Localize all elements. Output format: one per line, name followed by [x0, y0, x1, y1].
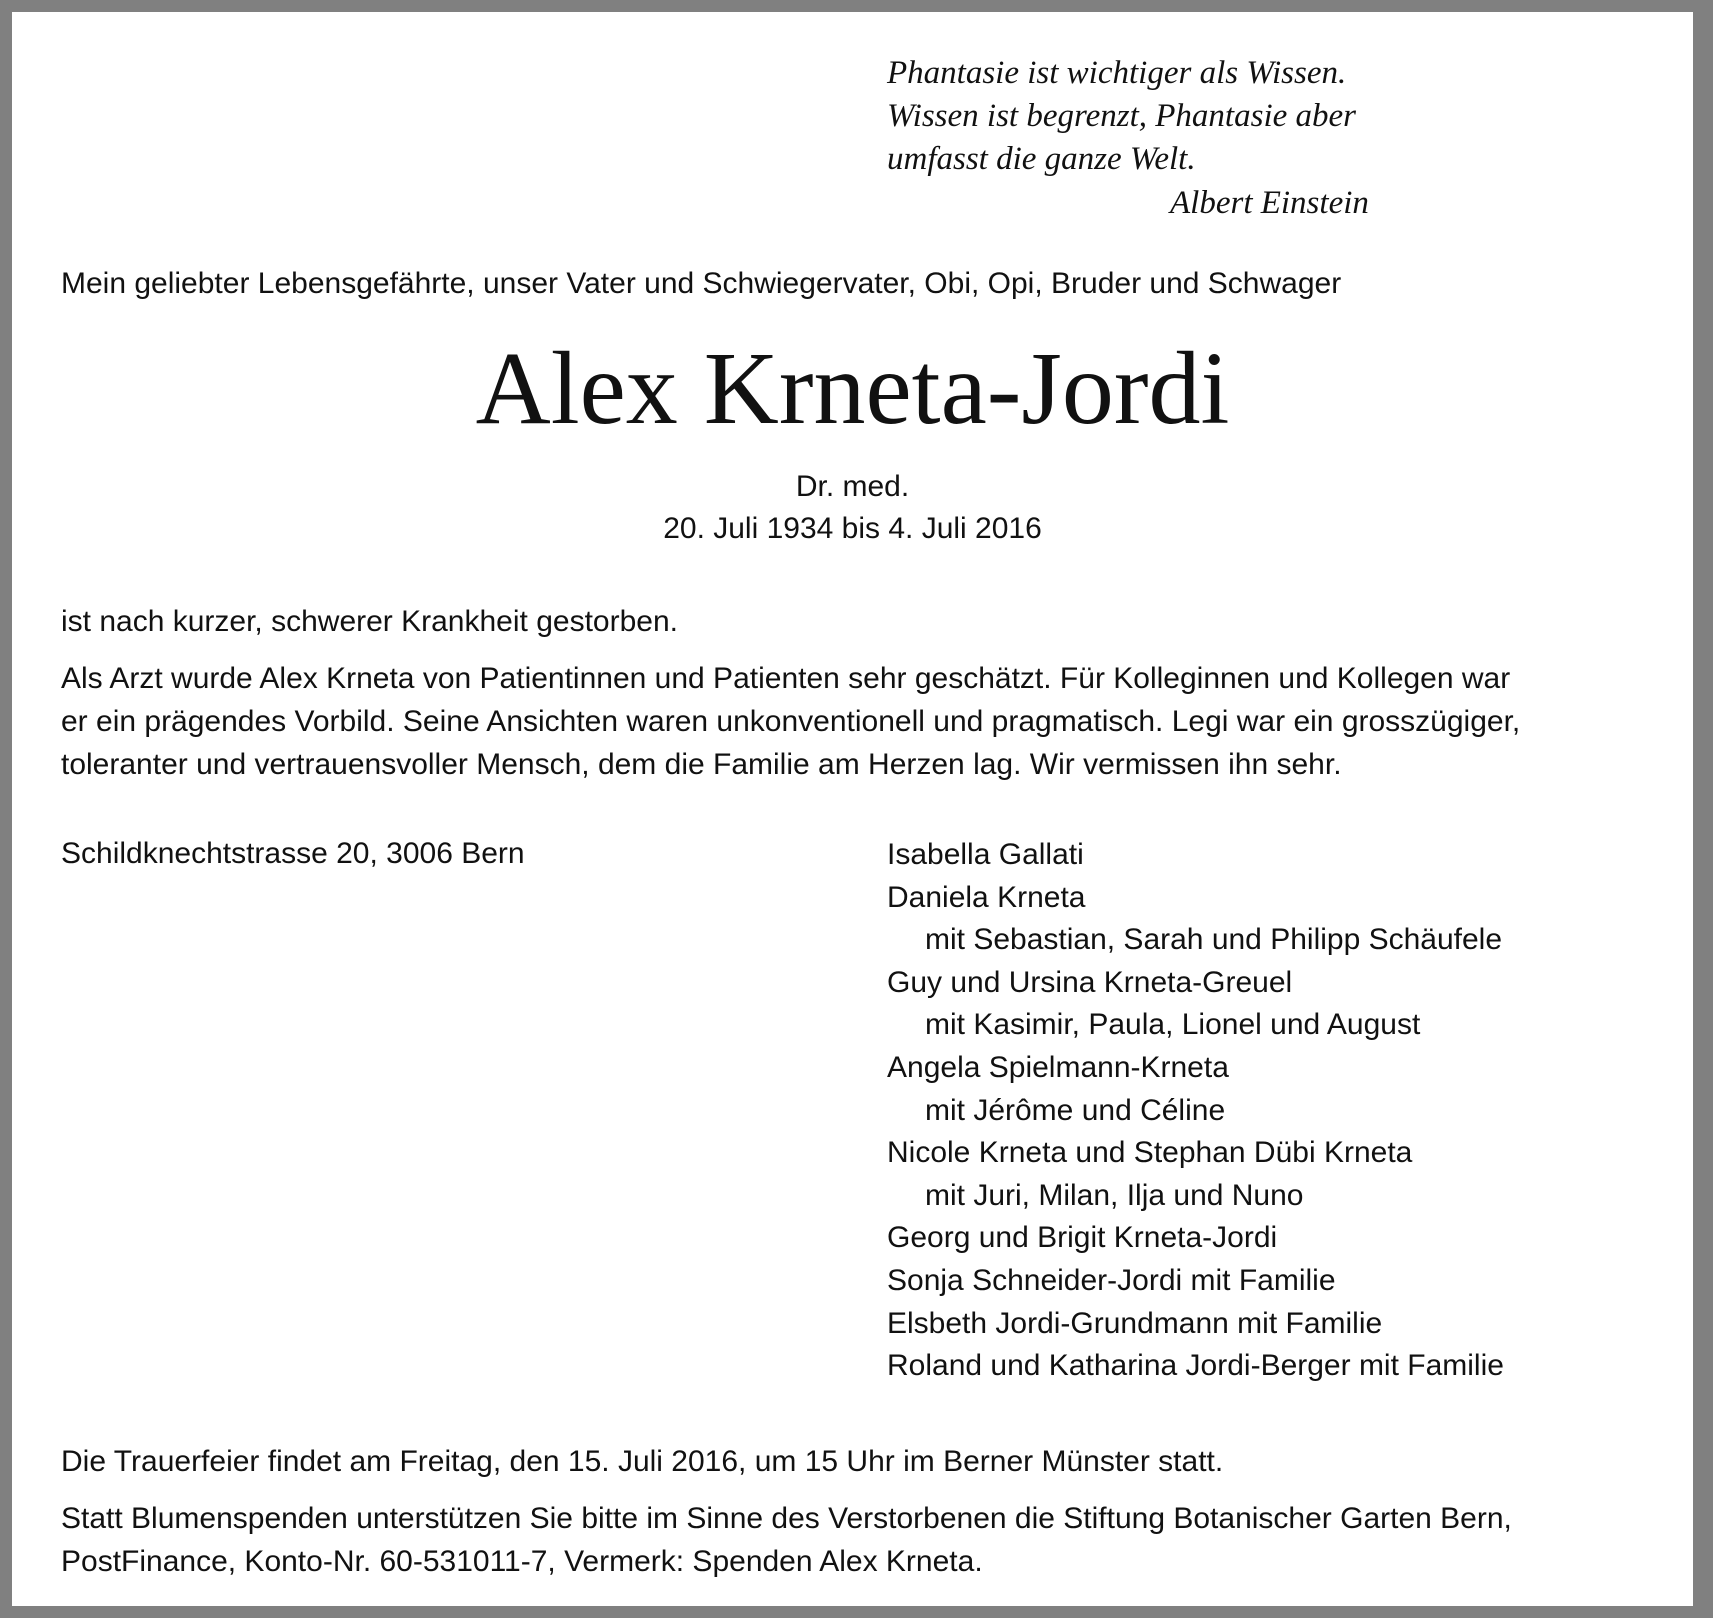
- quote-line: Wissen ist begrenzt, Phantasie aber: [887, 98, 1356, 134]
- mourner-children: mit Juri, Milan, Ilja und Nuno: [925, 1178, 1304, 1212]
- donation-line: Statt Blumenspenden unterstützen Sie bitte im Sinne des Verstorbenen die Stiftung Botanischer Garten Bern,: [61, 1502, 1512, 1535]
- tribute-line: er ein prägendes Vorbild. Seine Ansichten waren unkonventionell und pragmatisch. Legi war ein grosszügiger,: [61, 705, 1521, 738]
- mourner-entry: Georg und Brigit Krneta-Jordi: [887, 1221, 1278, 1255]
- donation-info: [61, 1497, 1681, 1583]
- obituary-notice: [12, 12, 1693, 1606]
- mourner-children: mit Sebastian, Sarah und Philipp Schäufele: [925, 923, 1503, 957]
- tribute-line: toleranter und vertrauensvoller Mensch, dem die Familie am Herzen lag. Wir vermissen ihn sehr.: [61, 748, 1342, 781]
- mourner-entry: Daniela Krneta: [887, 880, 1086, 914]
- mourner-entry: Nicole Krneta und Stephan Dübi Krneta: [887, 1136, 1413, 1170]
- mourner-entry: Elsbeth Jordi-Grundmann mit Familie: [887, 1306, 1383, 1340]
- funeral-service-info: Die Trauerfeier findet am Freitag, den 15. Juli 2016, um 15 Uhr im Berner Münster statt.: [61, 1445, 1224, 1478]
- mourner-entry: Angela Spielmann-Krneta: [887, 1050, 1229, 1084]
- donation-line: PostFinance, Konto-Nr. 60-531011-7, Vermerk: Spenden Alex Krneta.: [61, 1545, 983, 1578]
- quote-line: Phantasie ist wichtiger als Wissen.: [887, 55, 1347, 91]
- tribute-paragraph: [61, 657, 1661, 786]
- mourner-entry: Isabella Gallati: [887, 838, 1084, 871]
- deceased-title: Dr. med.: [795, 470, 910, 503]
- mourner-entry: Sonja Schneider-Jordi mit Familie: [887, 1263, 1336, 1297]
- intro-line: Mein geliebter Lebensgefährte, unser Vater und Schwiegervater, Obi, Opi, Bruder und Schwager: [61, 267, 1342, 300]
- mourners-list: [887, 834, 1647, 1388]
- quote-author: Albert Einstein: [1170, 185, 1369, 221]
- mourner-entry: Roland und Katharina Jordi-Berger mit Familie: [887, 1349, 1504, 1383]
- quote-line: umfasst die ganze Welt.: [887, 141, 1196, 177]
- epigraph-quote: [887, 52, 1407, 181]
- mourner-children: mit Jérôme und Céline: [925, 1093, 1226, 1127]
- mourner-children: mit Kasimir, Paula, Lionel und August: [925, 1008, 1421, 1042]
- life-dates: 20. Juli 1934 bis 4. Juli 2016: [663, 512, 1042, 545]
- deceased-name: Alex Krneta-Jordi: [475, 331, 1230, 446]
- death-statement: ist nach kurzer, schwerer Krankheit gestorben.: [61, 605, 678, 638]
- family-address: Schildknechtstrasse 20, 3006 Bern: [61, 837, 525, 870]
- mourner-entry: Guy und Ursina Krneta-Greuel: [887, 965, 1293, 999]
- tribute-line: Als Arzt wurde Alex Krneta von Patientinnen und Patienten sehr geschätzt. Für Kolleginnen und Kollegen war: [61, 662, 1511, 695]
